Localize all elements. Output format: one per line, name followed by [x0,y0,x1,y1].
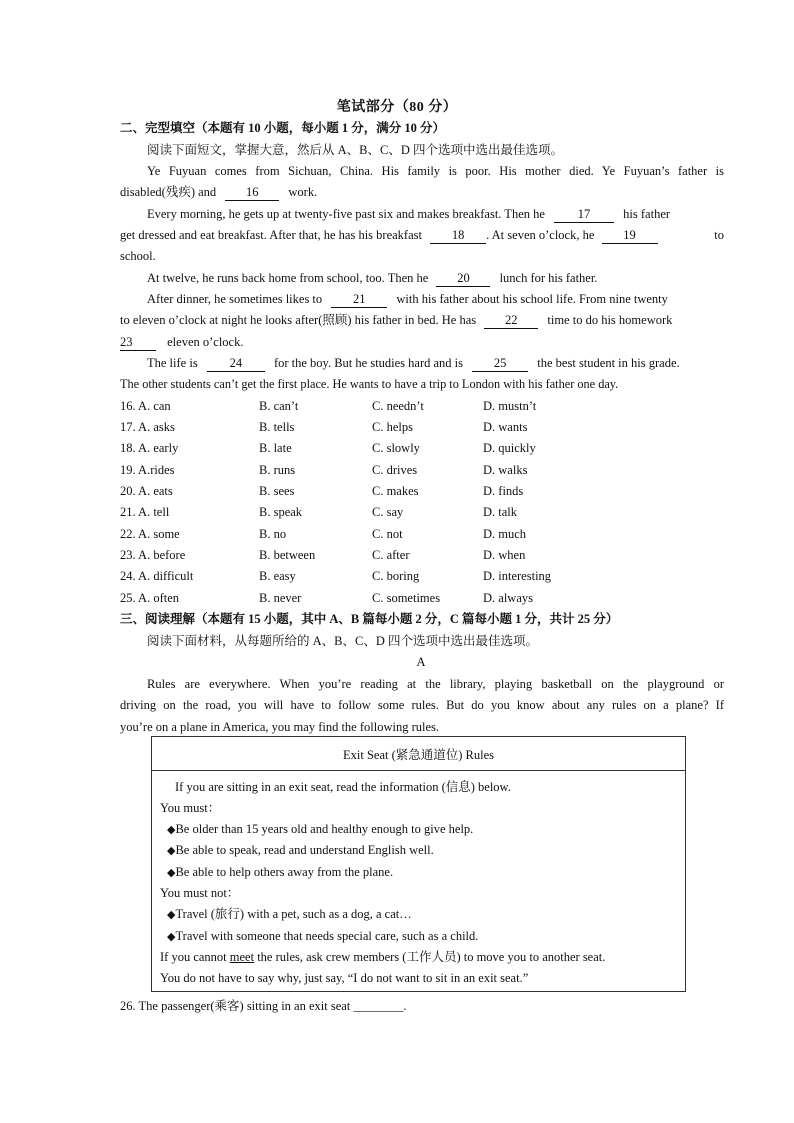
option[interactable]: D. much [483,527,527,541]
blank-16[interactable]: 16 [225,185,279,201]
diamond-bullet-icon: ◆ [167,845,176,857]
passage-line [120,268,724,289]
intro-line: you’re on a plane in America, you may find the following rules. [120,720,440,734]
text: eleven o’clock. [167,335,244,349]
text: get dressed and eat breakfast. After that, he has his breakfast [120,228,422,242]
passage-line [120,289,724,310]
option[interactable]: D. mustn’t [483,399,537,413]
section2-instruction: 阅读下面短文，掌握大意，然后从 A、B、C、D 四个选项中选出最佳选项。 [147,143,563,157]
option[interactable]: D. when [483,548,526,562]
option[interactable]: B. runs [259,463,296,477]
option[interactable]: 19. A.rides [120,463,175,477]
text: work. [288,185,318,199]
must-label: You must： [160,801,221,815]
text: disabled(残疾) and [120,185,217,199]
text: for the boy. But he studies hard and is [273,356,464,370]
rule-text: Be able to speak, read and understand English well. [175,843,434,857]
blank-17[interactable]: 17 [554,207,614,223]
blank-23[interactable]: 23 [120,335,156,351]
option-row [120,417,720,438]
option-row [120,502,720,523]
option[interactable]: C. after [372,548,410,562]
option[interactable]: D. talk [483,505,518,519]
rules-note [160,947,605,968]
text: to [714,228,724,242]
option[interactable]: D. quickly [483,441,536,455]
rule-item [167,862,393,884]
section3-heading: 三、阅读理解（本题有 15 小题，其中 A、B 篇每小题 2 分，C 篇每小题 1 分，共计 25 分） [120,612,619,626]
passage-line: The other students can’t get the first place. He wants to have a trip to London with his father one day. [120,377,619,391]
question-26: 26. The passenger(乘客) sitting in an exit seat ________. [120,999,407,1013]
option[interactable]: B. late [259,441,292,455]
passage-label: A [416,655,426,669]
option[interactable]: 18. A. early [120,441,179,455]
passage-line [120,225,724,246]
option[interactable]: 17. A. asks [120,420,175,434]
rule-text: Be older than 15 years old and healthy enough to give help. [175,822,474,836]
option[interactable]: D. finds [483,484,524,498]
rules-intro: If you are sitting in an exit seat, read the information (信息) below. [175,780,511,794]
option-row [120,438,720,459]
underlined-word: meet [229,950,255,964]
text: At twelve, he runs back home from school, too. Then he [147,271,429,285]
option[interactable]: 24. A. difficult [120,569,194,583]
text: time to do his homework [547,313,673,327]
intro-line: Rules are everywhere. When you’re reading at the library, playing basketball on the playground or [147,677,724,691]
rule-item [167,840,434,862]
option-row [120,545,720,566]
passage-line: Ye Fuyuan comes from Sichuan, China. His family is poor. His mother died. Ye Fuyuan’s father is [147,164,724,178]
passage-line [120,332,724,353]
section2-heading: 二、完型填空（本题有 10 小题，每小题 1 分，满分 10 分） [120,121,446,135]
diamond-bullet-icon: ◆ [167,824,176,836]
passage-line: school. [120,249,156,263]
option[interactable]: B. never [259,591,302,605]
option[interactable]: D. interesting [483,569,552,583]
option[interactable]: C. slowly [372,441,420,455]
blank-19[interactable]: 19 [602,228,658,244]
rule-text: Travel with someone that needs special care, such as a child. [175,929,479,943]
diamond-bullet-icon: ◆ [167,867,176,879]
option[interactable]: D. walks [483,463,528,477]
diamond-bullet-icon: ◆ [167,931,176,943]
option[interactable]: D. always [483,591,533,605]
diamond-bullet-icon: ◆ [167,909,176,921]
must-not-label: You must not： [160,886,240,900]
option[interactable]: B. sees [259,484,295,498]
rule-item [167,819,473,841]
option-row [120,460,720,481]
option[interactable]: B. can’t [259,399,299,413]
text: If you cannot [160,950,227,964]
option[interactable]: 21. A. tell [120,505,170,519]
intro-line: driving on the road, you will have to follow some rules. But do you know about any rules on a plane? If [120,698,724,712]
rule-text: Travel (旅行) with a pet, such as a dog, a cat… [175,907,412,921]
text: The life is [147,356,198,370]
blank-20[interactable]: 20 [436,271,490,287]
option[interactable]: D. wants [483,420,528,434]
passage-line [120,353,724,374]
option[interactable]: B. between [259,548,316,562]
rules-box-header: Exit Seat (紧急通道位) Rules [152,737,685,771]
option[interactable]: B. tells [259,420,295,434]
option[interactable]: C. makes [372,484,419,498]
text: lunch for his father. [499,271,598,285]
blank-18[interactable]: 18 [430,228,486,244]
blank-25[interactable]: 25 [472,356,528,372]
option[interactable]: 20. A. eats [120,484,173,498]
option[interactable]: C. needn’t [372,399,424,413]
option[interactable]: B. speak [259,505,303,519]
option[interactable]: 25. A. often [120,591,180,605]
option-row [120,566,720,587]
text: the rules, ask crew members (工作人员) to move you to another seat. [257,950,606,964]
blank-22[interactable]: 22 [484,313,538,329]
text: . At seven o’clock, he [486,228,595,242]
option[interactable]: B. easy [259,569,296,583]
option-row [120,524,720,545]
option[interactable]: C. not [372,527,403,541]
passage-line [120,182,724,203]
rule-item [167,926,478,948]
option[interactable]: C. say [372,505,404,519]
option[interactable]: C. helps [372,420,413,434]
section3-instruction: 阅读下面材料，从每题所给的 A、B、C、D 四个选项中选出最佳选项。 [147,634,538,648]
page-title: 笔试部分（80 分） [336,100,458,115]
rule-item [167,904,412,926]
option-row [120,481,720,502]
option-row [120,396,720,417]
option[interactable]: 22. A. some [120,527,180,541]
rules-note: You do not have to say why, just say, “I do not want to sit in an exit seat.” [160,971,529,985]
option-row [120,588,720,609]
text: his father [623,207,671,221]
option[interactable]: 16. A. can [120,399,171,413]
option[interactable]: C. boring [372,569,420,583]
text: with his father about his school life. From nine twenty [396,292,668,306]
option[interactable]: B. no [259,527,287,541]
text: After dinner, he sometimes likes to [147,292,323,306]
text: Every morning, he gets up at twenty-five past six and makes breakfast. Then he [147,207,545,221]
rule-text: Be able to help others away from the plane. [175,865,394,879]
passage-line [120,310,724,331]
blank-24[interactable]: 24 [207,356,265,372]
option[interactable]: C. sometimes [372,591,441,605]
text: the best student in his grade. [537,356,680,370]
blank-21[interactable]: 21 [331,292,387,308]
option[interactable]: 23. A. before [120,548,186,562]
rules-box [151,736,686,992]
option[interactable]: C. drives [372,463,418,477]
passage-line [120,204,724,225]
text: to eleven o’clock at night he looks after(照顾) his father in bed. He has [120,313,477,327]
